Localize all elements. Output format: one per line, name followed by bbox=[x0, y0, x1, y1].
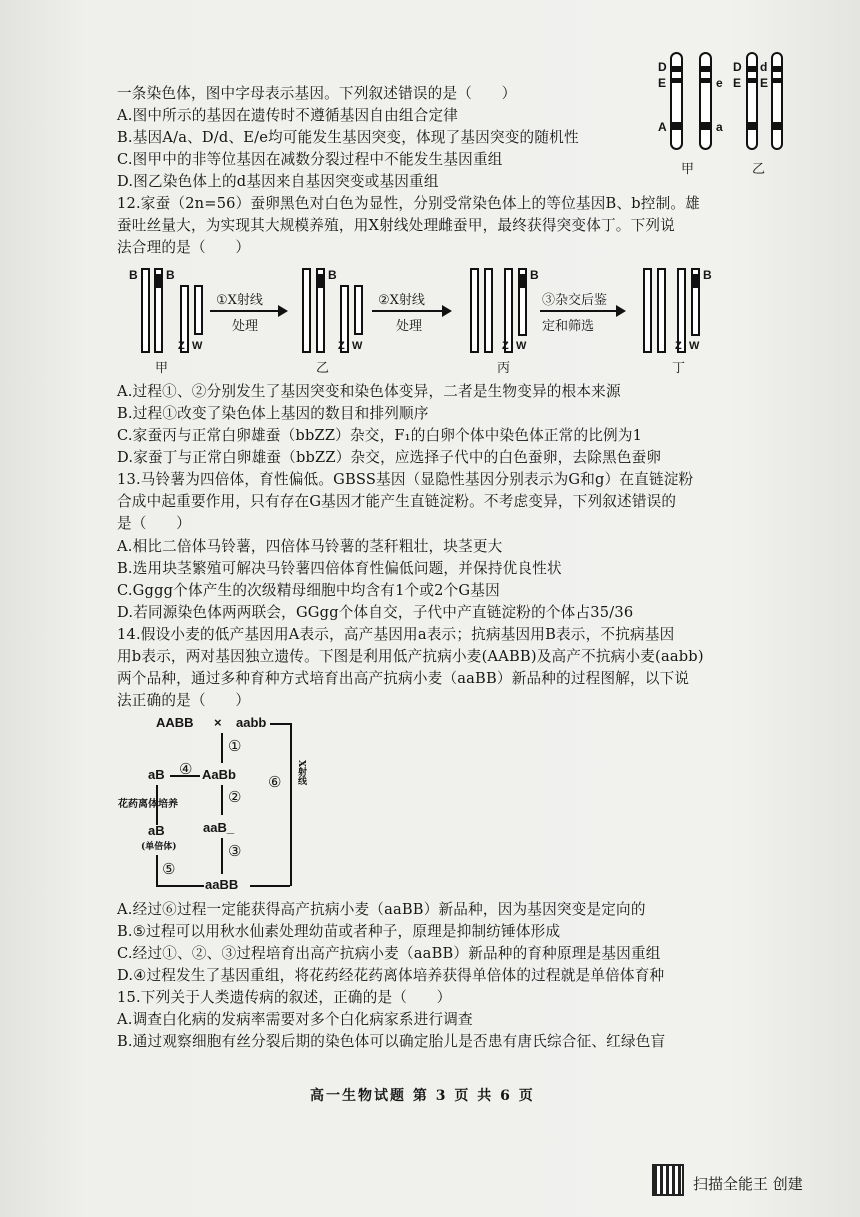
parent-aabb-high: aabb bbox=[236, 715, 267, 730]
w-bing: W bbox=[516, 340, 527, 352]
gene-D-yi: D bbox=[733, 60, 742, 74]
label-yi-12: 乙 bbox=[316, 361, 330, 376]
gene-a: a bbox=[716, 120, 723, 134]
line-step6-bottom bbox=[250, 885, 290, 887]
b-jia-l: B bbox=[129, 268, 138, 282]
line-step5 bbox=[156, 855, 158, 887]
line-top-right bbox=[270, 723, 292, 725]
q14-option-b: B.⑤过程可以用秋水仙素处理幼苗或者种子，原理是抑制纺锤体形成 bbox=[117, 923, 561, 940]
q12-option-d: D.家蚕丁与正常白卵雄蚕（bbZZ）杂交，应选择子代中的白色蚕卵，去除黑色蚕卵 bbox=[117, 449, 662, 466]
step2-bottom: 处理 bbox=[396, 319, 423, 334]
q11-option-c: C.图甲中的非等位基因在减数分裂过程中不能发生基因重组 bbox=[117, 151, 503, 168]
z-jia: Z bbox=[178, 340, 185, 352]
w-ding: W bbox=[689, 340, 700, 352]
label-ding: 丁 bbox=[672, 361, 686, 376]
q14-stem-4: 法正确的是（ ） bbox=[117, 692, 251, 709]
line-step5-bottom bbox=[156, 885, 204, 887]
w-jia: W bbox=[192, 340, 203, 352]
q15-option-a: A.调查白化病的发病率需要对多个白化病家系进行调查 bbox=[117, 1011, 473, 1028]
label-jia: 甲 bbox=[681, 162, 695, 177]
chr-jia-2 bbox=[154, 268, 163, 353]
step3-top: ③杂交后鉴 bbox=[542, 293, 608, 308]
q12-stem-1: 12.家蚕（2n=56）蚕卵黑色对白色为显性，分别受常染色体上的等位基因B、b控制。雄 bbox=[117, 195, 700, 212]
qr-code-icon bbox=[652, 1164, 684, 1196]
xray-label: X射线 bbox=[296, 760, 306, 785]
q13-stem-1: 13.马铃薯为四倍体，育性偏低。GBSS基因（显隐性基因分别表示为G和g）在直链淀粉 bbox=[117, 471, 694, 488]
label-yi: 乙 bbox=[752, 162, 766, 177]
q12-option-b: B.过程①改变了染色体上基因的数目和排列顺序 bbox=[117, 405, 429, 422]
label-jia-12: 甲 bbox=[155, 361, 169, 376]
step-4: ④ bbox=[179, 760, 193, 778]
label-bing: 丙 bbox=[497, 361, 511, 376]
line-right bbox=[290, 723, 292, 886]
aabb-result: aaBB bbox=[205, 877, 239, 892]
q11-option-a: A.图中所示的基因在遗传时不遵循基因自由组合定律 bbox=[117, 107, 459, 124]
page-footer: 高一生物试题 第 3 页 共 6 页 bbox=[310, 1088, 535, 1104]
ab-gamete: aB bbox=[148, 767, 165, 782]
gene-e: e bbox=[716, 76, 723, 90]
q13-option-b: B.选用块茎繁殖可解决马铃薯四倍体育性偏低问题，并保持优良性状 bbox=[117, 560, 562, 577]
q12-option-a: A.过程①、②分别发生了基因突变和染色体变异，二者是生物变异的根本来源 bbox=[117, 383, 621, 400]
q13-option-c: C.Gggg个体产生的次级精母细胞中均含有1个或2个G基因 bbox=[117, 582, 500, 599]
q14-stem-1: 14.假设小麦的低产基因用A表示，高产基因用a表示；抗病基因用B表示，不抗病基因 bbox=[117, 626, 675, 643]
step-5: ⑤ bbox=[162, 860, 176, 878]
chr-jia-1 bbox=[141, 268, 150, 353]
haploid-note: (单倍体) bbox=[141, 842, 177, 852]
scanner-brand: 扫描全能王 创建 bbox=[693, 1175, 803, 1193]
q13-stem-2: 合成中起重要作用，只有存在G基因才能产生直链淀粉。不考虑变异，下列叙述错误的 bbox=[117, 493, 677, 510]
cross-sign: × bbox=[214, 715, 222, 730]
line-step2 bbox=[221, 785, 223, 815]
q13-option-d: D.若同源染色体两两联会，GGgg个体自交，子代中产直链淀粉的个体占35/36 bbox=[117, 604, 634, 621]
z-ding: Z bbox=[675, 340, 682, 352]
step2-top: ②X射线 bbox=[378, 293, 425, 308]
chromosome-yi-left bbox=[746, 52, 758, 150]
culture-label: 花药离体培养 bbox=[118, 799, 178, 810]
q13-stem-3: 是（ ） bbox=[117, 515, 191, 532]
ab-haploid: aB bbox=[148, 823, 165, 838]
q12-stem-3: 法合理的是（ ） bbox=[117, 239, 251, 256]
q14-option-d: D.④过程发生了基因重组，将花药经花药离体培养获得单倍体的过程就是单倍体育种 bbox=[117, 967, 665, 984]
w-yi: W bbox=[352, 340, 363, 352]
chr-ding-1 bbox=[643, 268, 652, 353]
b-yi: B bbox=[328, 268, 337, 282]
step-3: ③ bbox=[228, 842, 242, 860]
q14-stem-2: 用b表示，两对基因独立遗传。下图是利用低产抗病小麦(AABB)及高产不抗病小麦(aabb) bbox=[117, 648, 704, 665]
chromosome-yi-right bbox=[771, 52, 783, 150]
line-step1 bbox=[221, 733, 223, 763]
gene-E-yi-right: E bbox=[760, 76, 769, 90]
arrow-step2 bbox=[372, 310, 450, 312]
chr-ding-2 bbox=[657, 268, 666, 353]
gene-E-yi: E bbox=[733, 76, 742, 90]
chr-yi-w bbox=[354, 285, 363, 335]
step-2: ② bbox=[228, 788, 242, 806]
q14-option-c: C.经过①、②、③过程培育出高产抗病小麦（aaBB）新品种的育种原理是基因重组 bbox=[117, 945, 661, 962]
step-6: ⑥ bbox=[268, 773, 282, 791]
arrow-step1 bbox=[210, 310, 286, 312]
chr-yi-2 bbox=[316, 268, 325, 353]
step1-bottom: 处理 bbox=[232, 319, 259, 334]
chr-yi-1 bbox=[302, 268, 311, 353]
q13-option-a: A.相比二倍体马铃薯，四倍体马铃薯的茎秆粗壮，块茎更大 bbox=[117, 538, 503, 555]
q14-stem-3: 两个品种，通过多种育种方式培育出高产抗病小麦（aaBB）新品种的过程图解，以下说 bbox=[117, 670, 690, 687]
q11-option-d: D.图乙染色体上的d基因来自基因突变或基因重组 bbox=[117, 173, 439, 190]
z-yi: Z bbox=[338, 340, 345, 352]
chromosome-jia-left bbox=[670, 52, 683, 150]
chr-bing-1 bbox=[470, 268, 479, 353]
chr-ding-w bbox=[691, 268, 700, 336]
q11-option-b: B.基因A/a、D/d、E/e均可能发生基因突变，体现了基因突变的随机性 bbox=[117, 129, 579, 146]
chromosome-jia-right bbox=[699, 52, 712, 150]
gene-A: A bbox=[658, 120, 667, 134]
step-1: ① bbox=[228, 737, 242, 755]
line-step3 bbox=[221, 838, 223, 874]
gene-D: D bbox=[658, 60, 667, 74]
chr-jia-w bbox=[194, 285, 203, 335]
arrow-step3 bbox=[540, 310, 624, 312]
q12-option-c: C.家蚕丙与正常白卵雄蚕（bbZZ）杂交，F₁的白卵个体中染色体正常的比例为1 bbox=[117, 427, 643, 444]
chr-bing-2 bbox=[484, 268, 493, 353]
gene-d-yi: d bbox=[760, 60, 768, 74]
b-ding: B bbox=[703, 268, 712, 282]
q11-stem-end: 一条染色体，图中字母表示基因。下列叙述错误的是（ ） bbox=[117, 85, 517, 102]
parent-aabb-low: AABB bbox=[156, 715, 194, 730]
z-bing: Z bbox=[502, 340, 509, 352]
q15-option-b: B.通过观察细胞有丝分裂后期的染色体可以确定胎儿是否患有唐氏综合征、红绿色盲 bbox=[117, 1033, 666, 1050]
gene-E: E bbox=[658, 76, 667, 90]
b-bing: B bbox=[530, 268, 539, 282]
step3-bottom: 定和筛选 bbox=[542, 319, 595, 334]
q12-stem-2: 蚕吐丝量大，为实现其大规模养殖，用X射线处理雌蚕甲，最终获得突变体丁。下列说 bbox=[117, 217, 675, 234]
chr-bing-w bbox=[518, 268, 527, 336]
q14-option-a: A.经过⑥过程一定能获得高产抗病小麦（aaBB）新品种，因为基因突变是定向的 bbox=[117, 901, 646, 918]
f1-aabb: AaBb bbox=[202, 767, 236, 782]
aab-blank: aaB_ bbox=[203, 820, 235, 835]
step1-top: ①X射线 bbox=[216, 293, 263, 308]
b-jia-r: B bbox=[166, 268, 175, 282]
q15-stem: 15.下列关于人类遗传病的叙述，正确的是（ ） bbox=[117, 989, 452, 1006]
